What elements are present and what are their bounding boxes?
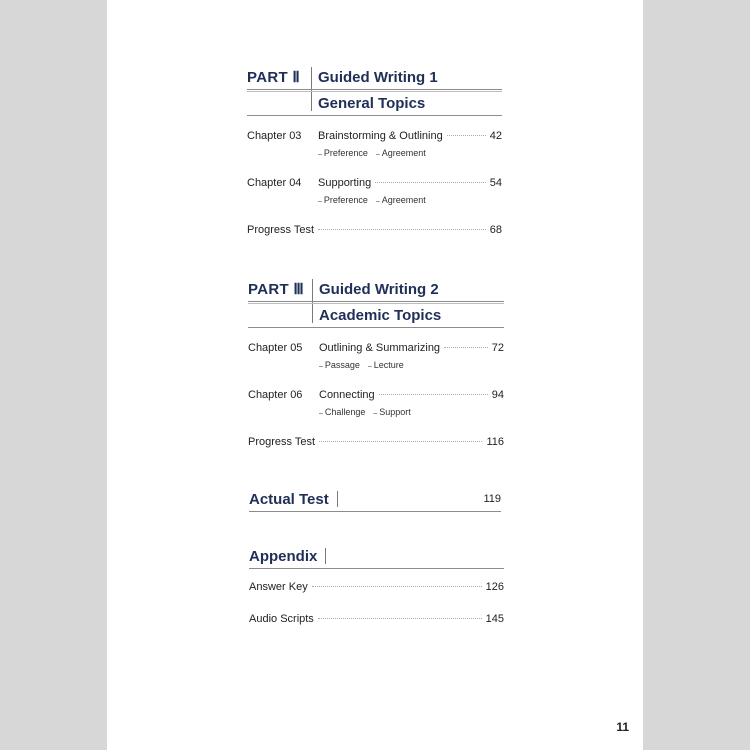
part-subtitle: General Topics bbox=[318, 94, 426, 112]
leader-dots bbox=[444, 347, 488, 348]
leader-dots bbox=[447, 135, 486, 136]
chapter-number: Chapter 03 bbox=[247, 130, 302, 142]
page-number: 68 bbox=[489, 224, 502, 236]
appendix-heading: Appendix bbox=[249, 547, 318, 565]
part-title: Guided Writing 1 bbox=[318, 68, 438, 86]
chapter-subtopics bbox=[319, 360, 504, 370]
page-number: 72 bbox=[491, 342, 504, 354]
leader-dots bbox=[318, 618, 482, 619]
leader-dots bbox=[312, 586, 482, 587]
header-rule-thin bbox=[248, 303, 504, 304]
chapter-number: Chapter 04 bbox=[247, 177, 302, 189]
actual-test-section[interactable] bbox=[249, 488, 501, 510]
part-label: PART Ⅱ bbox=[247, 69, 301, 86]
part-label: PART Ⅲ bbox=[248, 281, 305, 298]
chapter-entry[interactable] bbox=[248, 389, 504, 417]
header-rule bbox=[249, 511, 501, 512]
chapter-entry[interactable] bbox=[247, 177, 502, 205]
subtopic: – Support bbox=[373, 407, 410, 417]
leader-dots bbox=[319, 441, 482, 442]
subtopic: – Agreement bbox=[376, 148, 426, 158]
part-3-header bbox=[248, 276, 504, 328]
actual-test-heading: Actual Test bbox=[249, 490, 329, 508]
appendix-section bbox=[249, 545, 504, 628]
part-2-header bbox=[247, 64, 502, 116]
appendix-entry[interactable] bbox=[249, 613, 504, 628]
part-3-section bbox=[248, 276, 504, 451]
header-divider bbox=[325, 548, 326, 564]
header-rule-thin bbox=[247, 91, 502, 92]
appendix-item-label: Audio Scripts bbox=[249, 613, 314, 625]
chapter-title: Supporting bbox=[318, 177, 372, 189]
page-folio: 11 bbox=[616, 720, 629, 734]
page-number: 145 bbox=[485, 613, 504, 625]
page-number: 126 bbox=[485, 581, 504, 593]
header-rule bbox=[247, 115, 502, 116]
page-number: 116 bbox=[486, 436, 504, 448]
appendix-entry[interactable] bbox=[249, 581, 504, 596]
part-2-section bbox=[247, 64, 502, 239]
leader-dots bbox=[375, 182, 486, 183]
header-rule bbox=[249, 568, 504, 569]
subtopic: – Challenge bbox=[319, 407, 365, 417]
chapter-title: Outlining & Summarizing bbox=[319, 342, 441, 354]
chapter-title: Brainstorming & Outlining bbox=[318, 130, 443, 142]
header-rule bbox=[248, 327, 504, 328]
part-title: Guided Writing 2 bbox=[319, 280, 439, 298]
book-page bbox=[107, 0, 643, 750]
chapter-subtopics bbox=[319, 407, 504, 417]
progress-test-entry[interactable] bbox=[247, 224, 502, 239]
progress-test-label: Progress Test bbox=[248, 436, 316, 448]
part-subtitle: Academic Topics bbox=[319, 306, 442, 324]
chapter-subtopics bbox=[318, 195, 502, 205]
chapter-number: Chapter 05 bbox=[248, 342, 303, 354]
chapter-number: Chapter 06 bbox=[248, 389, 303, 401]
page-number: 42 bbox=[489, 130, 502, 142]
chapter-subtopics bbox=[318, 148, 502, 158]
chapter-entry[interactable] bbox=[247, 130, 502, 158]
subtopic: – Lecture bbox=[368, 360, 404, 370]
page-number: 119 bbox=[483, 493, 501, 505]
appendix-item-label: Answer Key bbox=[249, 581, 308, 593]
progress-test-entry[interactable] bbox=[248, 436, 504, 451]
chapter-title: Connecting bbox=[319, 389, 375, 401]
subtopic: – Agreement bbox=[376, 195, 426, 205]
subtopic: – Passage bbox=[319, 360, 360, 370]
subtopic: – Preference bbox=[318, 148, 368, 158]
leader-dots bbox=[379, 394, 488, 395]
chapter-entry[interactable] bbox=[248, 342, 504, 370]
page-number: 54 bbox=[489, 177, 502, 189]
leader-dots bbox=[318, 229, 486, 230]
progress-test-label: Progress Test bbox=[247, 224, 315, 236]
subtopic: – Preference bbox=[318, 195, 368, 205]
page-number: 94 bbox=[491, 389, 504, 401]
header-divider bbox=[337, 491, 338, 507]
